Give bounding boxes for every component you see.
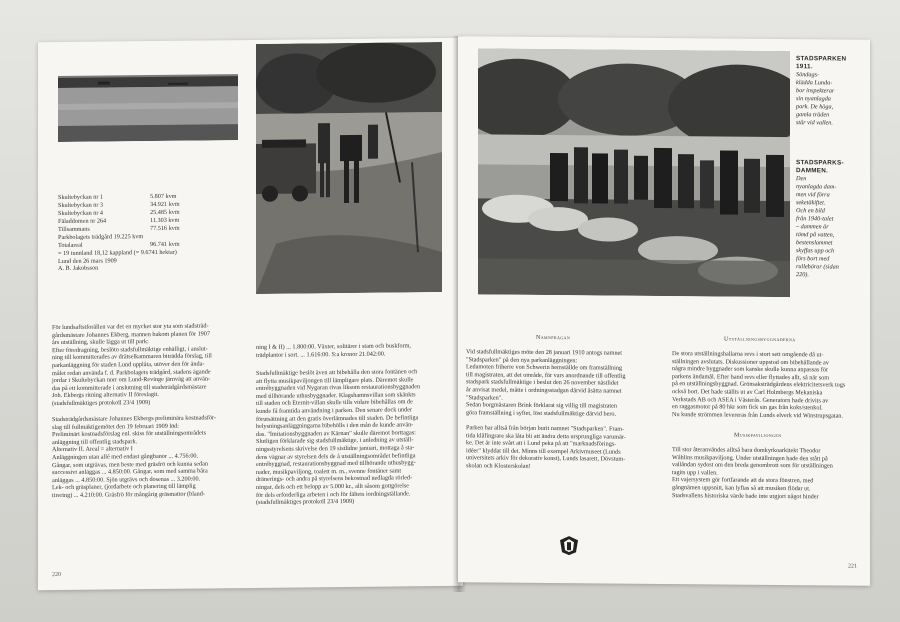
- table-label: Tillsammans: [58, 225, 90, 234]
- table-value: 77.516 kvm: [150, 224, 180, 233]
- page-number-right: 221: [848, 563, 857, 570]
- park-crowd-photo: [478, 48, 790, 297]
- table-value: 25.485 kvm: [150, 208, 180, 217]
- table-footer: = 19 tunnland 18,12 kappland (= 9.6741 hektar) Lund den 26 mars 1909 A. B. Jakobsson: [58, 248, 177, 273]
- left-page: [38, 38, 463, 590]
- caption-text: Den nyanlagda dam- men vid förra seketäkiftet. Och en bild från 1940-talet – dammen är tömd på vatten, bestenslammet skyffas upp och förs bort med rullebörar (sidan 220).: [796, 175, 839, 279]
- left-col1-paragraph-2: Stadsträdgårdsmästare Johannes Ekbergs preliminära kostnadsför- slag till fullmäktigemötet den 19 februari 1909 löd: Preliminärt kostnadsförslag enl. skiss för utställningsområdets anläggning till offentlig stadspark. Alternativ II. Areal = alternativ I Anläggningen utan allé med endast gångbanor ... 4.756:00. Gångar, som utgrävas, men beste med gräsfrö och kunna sedan successivt anläggas ... 4.850:00. Gångar, som med samma båra anläggas ... 4.850:00. Sjön utgrävs och dosenas ... 3.200:00. Lek- och gräsplaner, (jordarbete och planering till lämplig tirering) ... 4.210:00. Gräsfrö för mångårig gräsmattor (bland-: [52, 414, 217, 500]
- table-label: Skultebyckan nr 4: [58, 209, 104, 218]
- table-label: Skultebyckan nr 3: [58, 201, 104, 210]
- right-col1-text: Vid stadsfullmäktiges möte den 28 januari 1910 antogs namnet "Stadsparken" på den nya parkanläggningen: Ledamoten friherre von Schwerin hemställde om framställning till magistraten, att det område, för vars anordnande till offentlig stadspark stadsfullmäktige i beslut den 26 november nästlidet år anvisat medel, måtte i ordningsstadgan därvid åsätta namnet "Stadsparken". Sedan borgmästaren Brink förklarat sig villig till magistraten göra framställning i syftet, löst stadsfullmäktige därvid bero. Parken har alltså från början burit namnet "Stadsparken". Fram- tida klåfingrare ska låta bli att ändra detta ursprungliga varumär- ke. Det är inte svårt att i Lund peka på att "marknadsförings- idéer" klyddat till det. Minns till exempel Arkivmuseet (Lunds universitets arkiv för dekorativ konst), Lunds lasarett, Dövstum- skolan och Klosterskolan!: [466, 348, 626, 470]
- caption-title: STADSPARKEN 1911.: [796, 55, 847, 71]
- table-value: 11.303 kvm: [150, 216, 180, 225]
- caption-text: Söndags- klädda Lunda- bor inspekterar sin nyanlagda park. De höga, gamla träden står vid vallen.: [796, 71, 835, 127]
- table-label: Fäladdomen nr 264: [58, 217, 107, 226]
- caption-stadsparken: [796, 55, 866, 128]
- table-label: Parkbolagets trädgård 19.225 kvm: [58, 233, 144, 242]
- left-col2-paragraph-2: Stadsfullmäktige beslöt även att bibehålla den stora fontänen och att flytta musikpaviljongen till lämpligare plats. Däremot skulle entrébyggnaden vid Nygaran rivas liksom restaurationsbyggnaden med tillhörande uthusbyggnader. Klagshamnsvillan som skänkts till staden och Eternit-villan skulle tills vidare bibehållas om de kunde få framtida användning i parken. Den senare dock under förutsättning att den gratis överlämnades till staden. De befintliga belysningsanläggningarna bibehölls i den mån de kunde använ- das. "Imitationsbyggnaden av Kärnan" skulle däremot borttagas: Slutligen förklarade sig stadsfullmäktige, i anledning av utställ- ningsstyrelsens skrivelse den 19 sistlidne januari, mottaga å sta- dens vägnar av styrelsen dels de å utställningsområdet befintliga entrébyggnad, restaurationsbyggnad med tillhörande uthusbygg- nader, musikpaviljong, toalett m. m., svenne fontäner samt dränerings- och andra på styrelsens bekostnad nedlagda rörled- ningar, dels och ett belopp av 5.000 kr., allt såsom gottgörelse för dels erforderliga arbeten i och för fältets iordningställande. (stadsfullmäktiges protokoll 23/4 1909): [256, 368, 421, 507]
- left-col2-paragraph-1: ning I & II) ... 1.800:00. Växter, solitärer i stam och buskform, trädplantor i sort. ... 1.616:00. S:a kronor 21.042:00.: [256, 342, 411, 359]
- table-value: 34.921 kvm: [150, 200, 180, 209]
- caption-title: STADSPARKS- DAMMEN.: [796, 159, 844, 175]
- table-label: Skultebyckan nr 1: [58, 193, 104, 202]
- lake-photo: [58, 46, 238, 142]
- table-value: 96.741 kvm: [150, 240, 180, 249]
- caption-stadsparksdammen: [796, 159, 866, 280]
- lake-photo-image: [58, 46, 238, 142]
- right-col2-text-2: Till stor återanvändes alltså bara domkyrkoarkitekt Theodor Wåhlins musikpaviljong. Under utställningen hade den stått på vallåndan sydost om den breda genombrott som för utställningen tagits upp i vallen. Ett vajersystem gör fortfarande att de stora fönstren, med gångnämen uppsnitt, kan lyftas så att musiken flödar ut. Stadsvallens historiska värde bade inte utgjort något hinder: [672, 446, 833, 500]
- park-crowd-photo-image: [478, 48, 790, 297]
- page-number-left: 220: [52, 571, 61, 579]
- workers-photo: [256, 42, 442, 294]
- right-page: [458, 36, 870, 586]
- table-value: 5.807 kvm: [150, 192, 177, 201]
- table-label: Totalareal: [58, 241, 83, 250]
- left-col1-paragraph-1: För lundsaftstforällen var det en mycket stor yta som stadsträd- gårdsmästare Johannes Ekberg, mannen bakom planen för 1907 års utställning, skulle lägga ut till park: Efter föredragning, beslöto stadsfullmäktige enhälligt, i anslut- ning till kommitterades av drätselkammaren biträdda förslag, till parkanläggning för staden Lund upplåta, utöver den för ända- målet redan använda f. d. Parkbolagets trädgård, stadens ägande jordar i Skultebyckan norr om Lund-Revinge järnväg att använ- das på ett kommitterade i anslutning till stadsträdgårdsmästare Joh. Ekbergs ritning alternativ II föreslagit. (stadsfullmäktiges protokoll 23/4 1909): [52, 322, 212, 408]
- heading-namnfragan: Namnfrågan: [536, 334, 571, 342]
- table-row: [58, 192, 218, 202]
- right-col2-text: De stora utställningshallarna revs i stort sett omgående då ut- ställningen avslutats. Diskussioner uppstod om bibehållande av några mindre byggnader som kanske skulle kunna anpassas för parkens ändamål. Efter hand revs eller flyttades allt, så när som på en utställningsbyggnad. Grönsaksträdgårdens elektricitetsverk togs också bort. Det hade ställts ut av Carl Holmbergs Mekaniska Verkstads AB och ASEA i Västerås. Generatorn hade drivits av en raggasmotor på 80 hkr som fick sin gas från koks/stenkol. Nu kunde strömmen levereras från Lunds elverk vid Winstrupsgatan.: [672, 350, 846, 420]
- heading-utstallningsbyggnaderna: Utställningsbyggnaderna: [724, 336, 796, 344]
- workers-photo-image: [256, 42, 442, 294]
- heading-musikpaviljongen: Musikpaviljongen: [734, 432, 782, 440]
- emblem-icon: [558, 534, 580, 556]
